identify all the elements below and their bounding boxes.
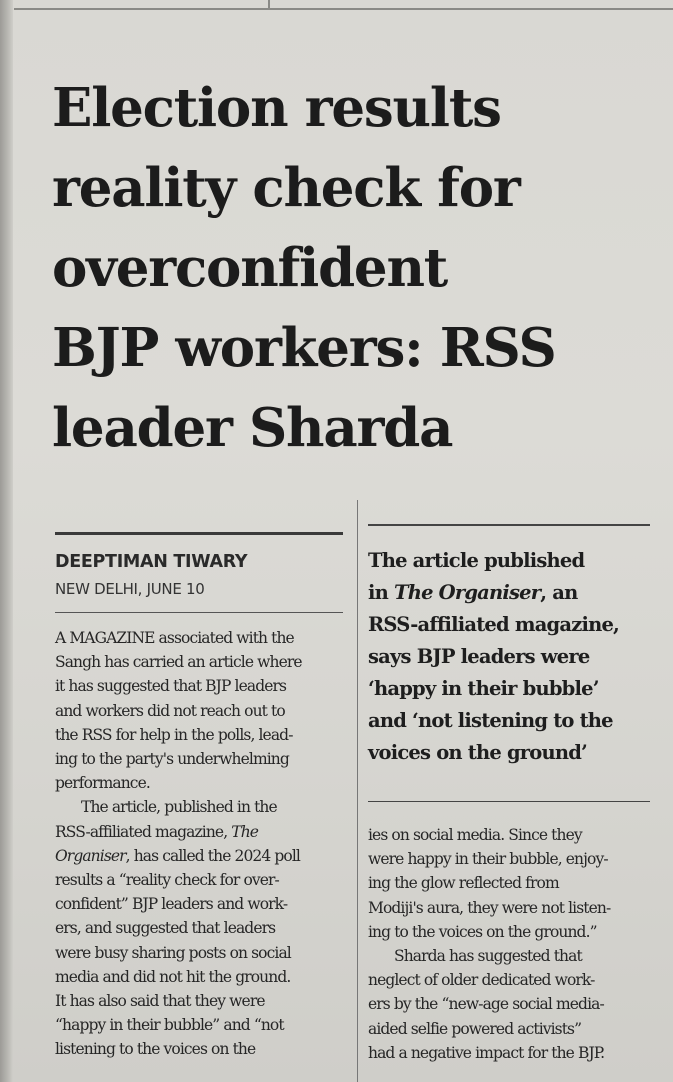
article-body-left-column [55,626,347,1062]
top-rule-tick [268,0,270,9]
body-line: performance. [55,774,150,793]
body-line: A MAGAZINE associated with the [55,629,294,647]
body-line: were happy in their bubble, enjoy- [368,850,608,869]
body-line: aided selfie powered activists” [368,1019,582,1038]
body-line: ing to the party's underwhelming [55,750,289,769]
headline-line: Election results [52,77,501,139]
pull-quote-line: ‘happy in their bubble’ [368,677,599,700]
body-line: “happy in their bubble” and “not [55,1016,284,1035]
body-line: ing to the voices on the ground.” [368,922,597,941]
body-line: it has suggested that BJP leaders [55,677,287,696]
body-line: ers, and suggested that leaders [55,919,276,938]
body-line: confident” BJP leaders and work- [55,895,288,914]
dateline: NEW DELHI, JUNE 10 [55,580,205,598]
body-line: Sharda has suggested that [394,947,582,966]
body-line: had a negative impact for the BJP. [368,1043,605,1062]
body-line: ing the glow reflected from [368,874,559,893]
body-line: neglect of older dedicated work- [368,971,595,990]
page-edge-shadow [0,0,13,1082]
body-line: Modiji's aura, they were not listen- [368,898,611,917]
body-line: listening to the voices on the [55,1040,256,1059]
byline-top-rule [55,532,343,535]
body-line: Sangh has carried an article where [55,653,302,672]
pull-quote-line: and ‘not listening to the [368,709,613,732]
pull-quote-bottom-rule [368,801,650,802]
body-line: The article, published in the [81,798,277,817]
headline [52,68,662,468]
headline-line: overconfident [52,237,448,299]
pull-quote-top-rule [368,524,650,526]
article-body-right-column [368,823,660,1065]
body-line: Organiser, has called the 2024 poll [55,846,300,865]
pull-quote-line: voices on the ground’ [368,741,588,764]
body-line: ers by the “new-age social media- [368,995,604,1014]
body-line: were busy sharing posts on social [55,943,291,962]
headline-line: BJP workers: RSS [52,317,556,379]
pull-quote-line: says BJP leaders were [368,645,590,668]
body-line: It has also said that they were [55,992,265,1011]
body-line: RSS-affiliated magazine, The [55,822,259,841]
body-line: media and did not hit the ground. [55,967,291,986]
body-line: results a “reality check for over- [55,871,279,890]
body-line: the RSS for help in the polls, lead- [55,725,293,744]
pull-quote [368,545,658,769]
byline-author: DEEPTIMAN TIWARY [55,552,248,572]
top-rule [14,0,673,10]
pull-quote-line: in The Organiser, an [368,581,578,604]
body-line: and workers did not reach out to [55,701,285,720]
pull-quote-line: RSS-affiliated magazine, [368,613,620,636]
pull-quote-line: The article published [368,549,585,572]
headline-line: leader Sharda [52,397,453,459]
byline-bottom-rule [55,612,343,613]
headline-line: reality check for [52,157,520,219]
body-line: ies on social media. Since they [368,826,582,844]
column-divider [357,500,358,1082]
